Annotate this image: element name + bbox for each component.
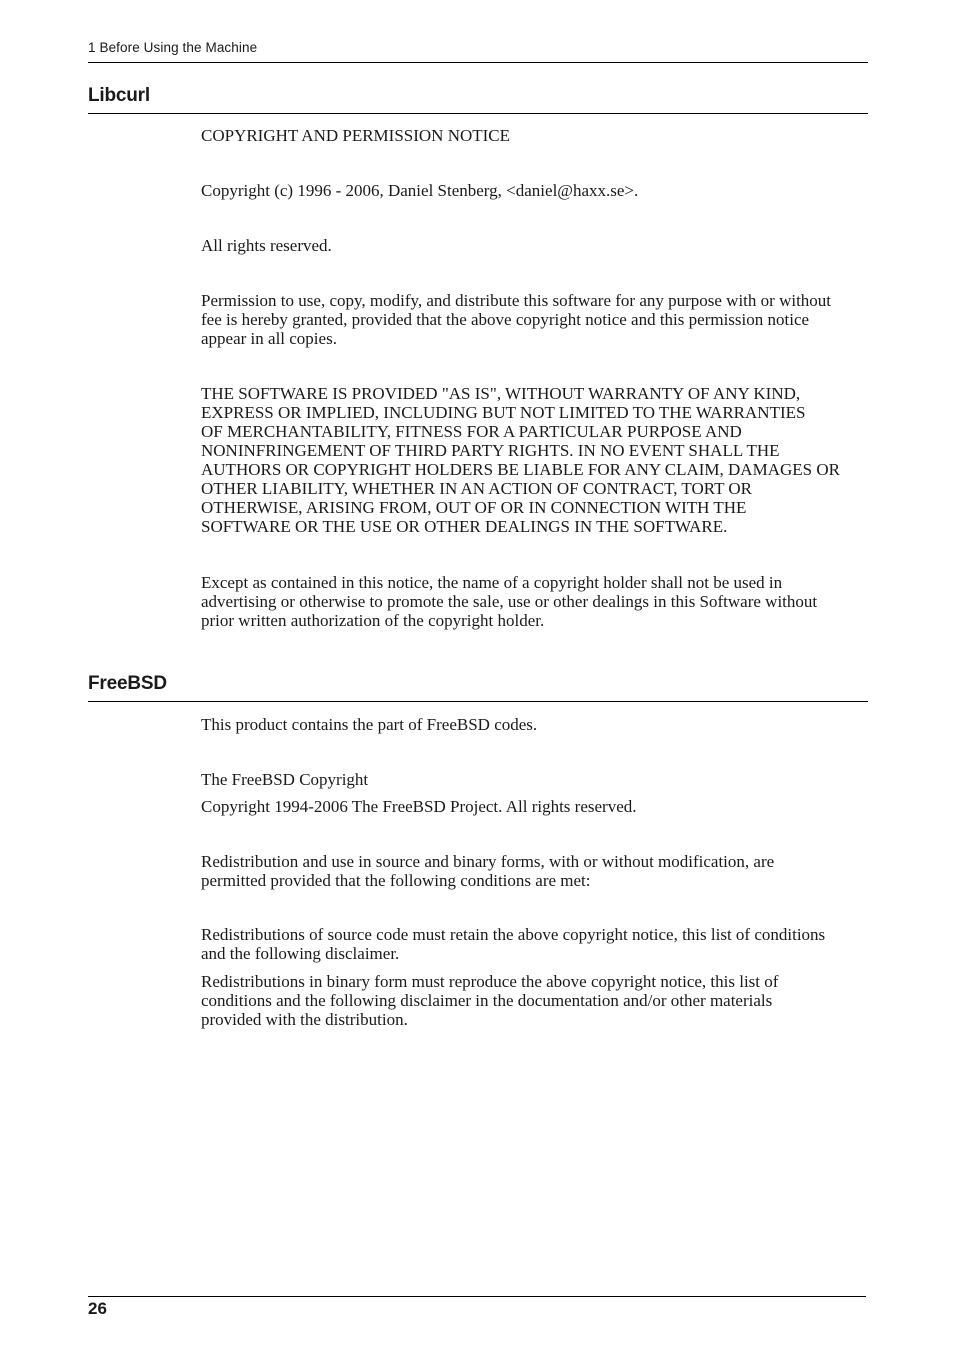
running-header: 1 Before Using the Machine	[88, 40, 258, 55]
libcurl-warranty-disclaimer: THE SOFTWARE IS PROVIDED "AS IS", WITHOUT WARRANTY OF ANY KIND, EXPRESS OR IMPLIED, INCLUDING BUT NOT LIMITED TO THE WARRANTIES OF MERCHANTABILITY, FITNESS FOR A PARTICULAR PURPOSE AND NONINFRINGEMENT OF THIRD PARTY RIGHTS. IN NO EVENT SHALL THE AUTHORS OR COPYRIGHT HOLDERS BE LIABLE FOR ANY CLAIM, DAMAGES OR OTHER LIABILITY, WHETHER IN AN ACTION OF CONTRACT, TORT OR OTHERWISE, ARISING FROM, OUT OF OR IN CONNECTION WITH THE SOFTWARE OR THE USE OR OTHER DEALINGS IN THE SOFTWARE.	[201, 384, 840, 536]
section-divider-libcurl	[88, 113, 868, 114]
freebsd-copyright-line: Copyright 1994-2006 The FreeBSD Project. All rights reserved.	[201, 797, 637, 816]
freebsd-copyright-heading: The FreeBSD Copyright	[201, 770, 369, 789]
section-divider-freebsd	[88, 701, 868, 702]
section-title-freebsd: FreeBSD	[88, 673, 167, 694]
freebsd-source-condition: Redistributions of source code must retain the above copyright notice, this list of conditions and the following disclaimer.	[201, 925, 826, 963]
libcurl-notice-heading: COPYRIGHT AND PERMISSION NOTICE	[201, 126, 511, 145]
freebsd-intro: This product contains the part of FreeBSD codes.	[201, 715, 538, 734]
footer-divider	[88, 1296, 866, 1297]
header-divider	[88, 62, 868, 63]
libcurl-permission-paragraph: Permission to use, copy, modify, and distribute this software for any purpose with or without fee is hereby granted, provided that the above copyright notice and this permission notice appear in all copies.	[201, 291, 832, 348]
libcurl-copyright-line: Copyright (c) 1996 - 2006, Daniel Stenberg, <daniel@haxx.se>.	[201, 181, 639, 200]
section-title-libcurl: Libcurl	[88, 85, 150, 106]
page-number: 26	[88, 1299, 107, 1318]
libcurl-name-usage-paragraph: Except as contained in this notice, the name of a copyright holder shall not be used in advertising or otherwise to promote the sale, use or other dealings in this Software without prior written authorization of the copyright holder.	[201, 573, 818, 630]
freebsd-binary-condition: Redistributions in binary form must reproduce the above copyright notice, this list of conditions and the following disclaimer in the documentation and/or other materials provided with the distribution.	[201, 972, 779, 1029]
libcurl-rights-reserved: All rights reserved.	[201, 236, 332, 255]
freebsd-redistribution-paragraph: Redistribution and use in source and binary forms, with or without modification, are permitted provided that the following conditions are met:	[201, 852, 775, 890]
